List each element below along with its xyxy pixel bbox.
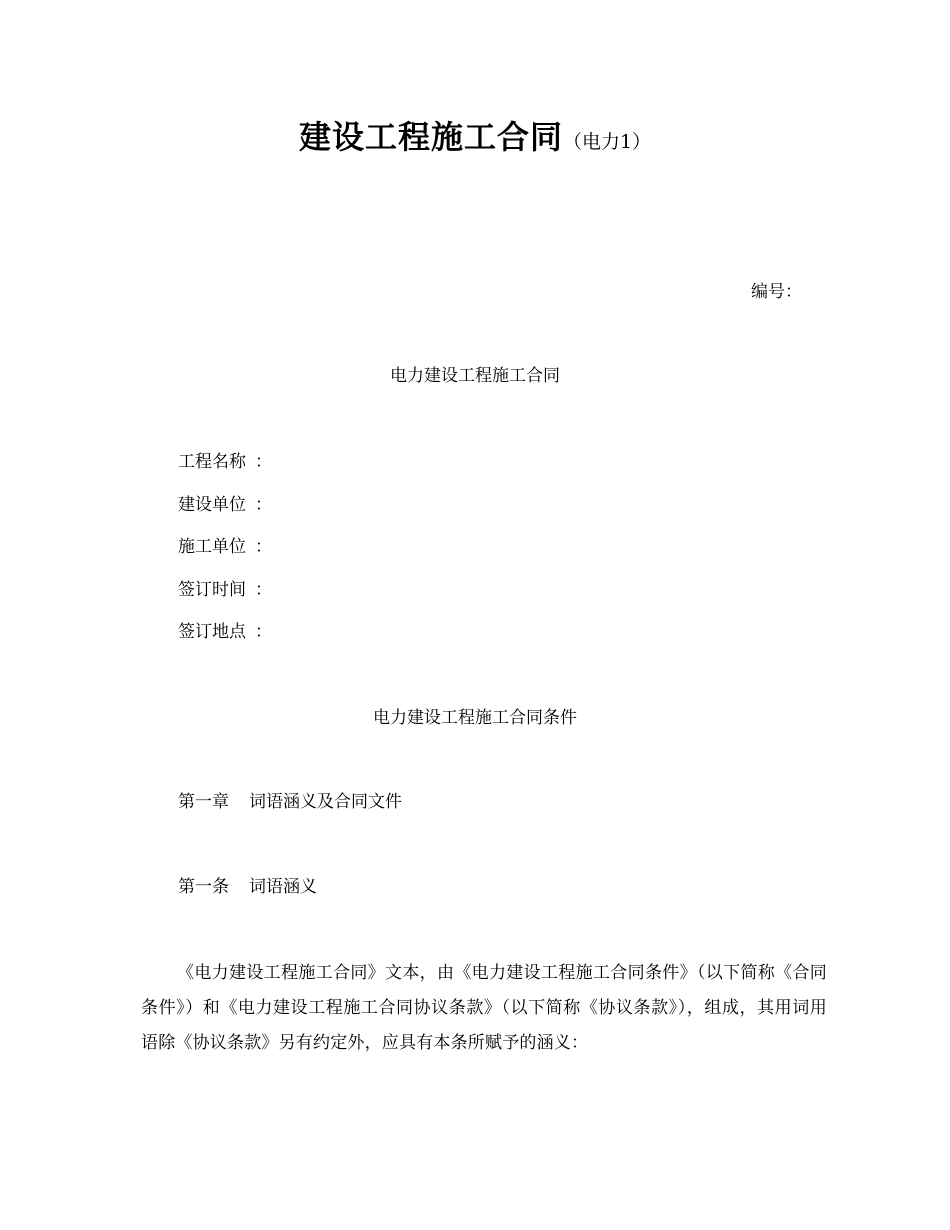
field-signing-date xyxy=(178,575,272,600)
definitions-paragraph: 《电力建设工程施工合同》文本，由《电力建设工程施工合同条件》（以下简称《合同条件》）和《电力建设工程施工合同协议条款》（以下简称《协议条款》），组成，其用词用语除《协议条款》另有约定外，应具有本条所赋予的涵义： xyxy=(141,963,827,1053)
field-signing-place xyxy=(178,617,272,642)
chapter-number: 第一章 xyxy=(178,792,229,812)
field-label: 建设单位 xyxy=(178,495,246,515)
field-construction-owner xyxy=(178,490,272,515)
field-label: 工程名称 xyxy=(178,452,246,472)
field-colon: ： xyxy=(255,537,272,557)
title-main: 建设工程施工合同 xyxy=(298,118,563,156)
field-label: 施工单位 xyxy=(178,537,246,557)
chapter-title: 词语涵义及合同文件 xyxy=(249,792,402,812)
field-label: 签订地点 xyxy=(178,622,246,642)
document-number-label: 编号： xyxy=(751,282,802,302)
article-title: 词语涵义 xyxy=(249,877,317,897)
article-heading xyxy=(178,872,317,897)
field-colon: ： xyxy=(255,452,272,472)
contract-heading: 电力建设工程施工合同 xyxy=(390,366,560,386)
conditions-heading: 电力建设工程施工合同条件 xyxy=(373,708,577,728)
field-colon: ： xyxy=(255,495,272,515)
chapter-heading xyxy=(178,787,402,812)
document-title xyxy=(0,112,950,158)
field-label: 签订时间 xyxy=(178,580,246,600)
field-colon: ： xyxy=(255,580,272,600)
article-number: 第一条 xyxy=(178,877,229,897)
field-project-name xyxy=(178,447,272,472)
field-contractor xyxy=(178,532,272,557)
title-subtitle: （电力1） xyxy=(562,131,652,153)
field-colon: ： xyxy=(255,622,272,642)
